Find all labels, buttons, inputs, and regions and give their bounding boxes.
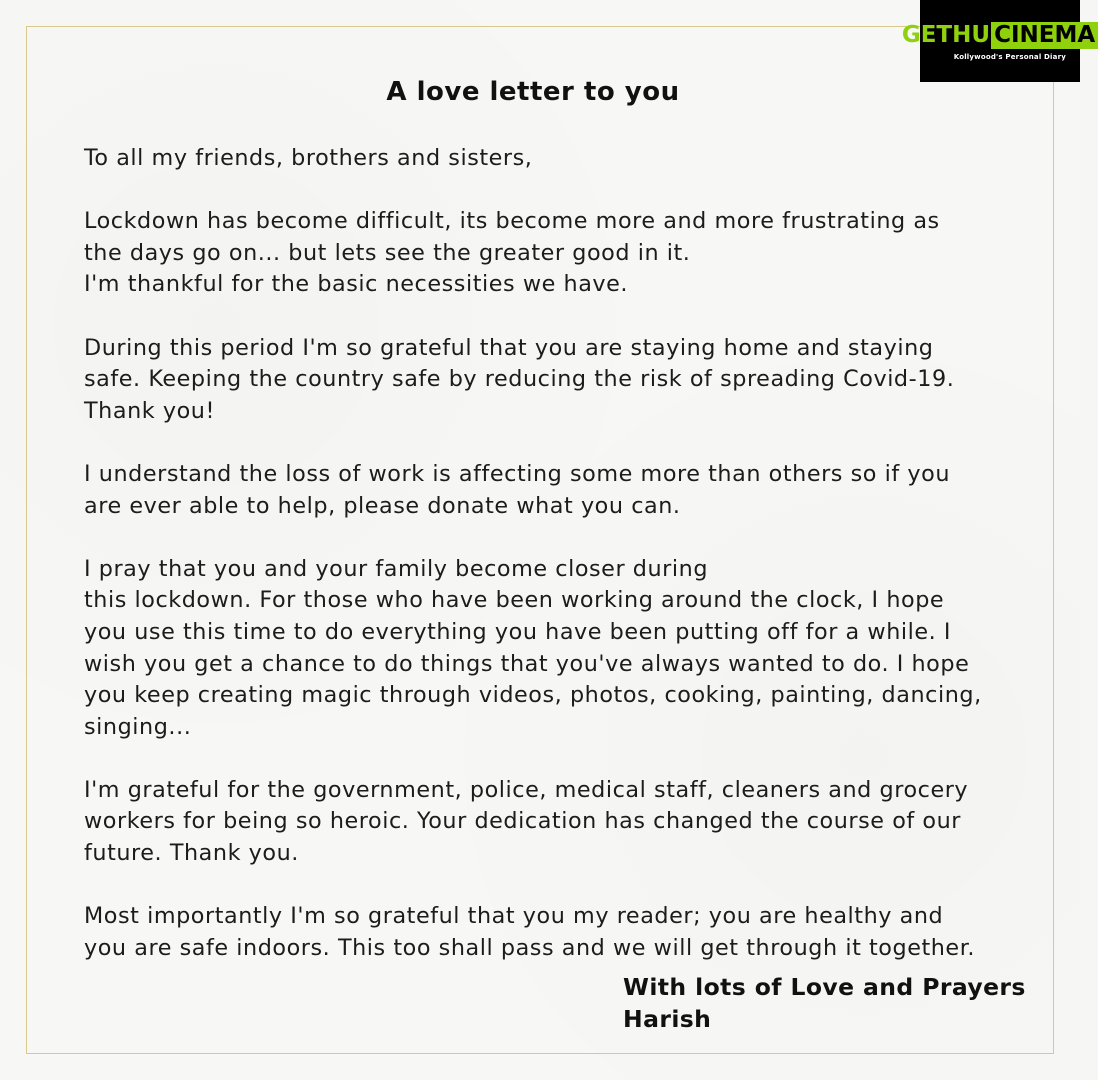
- letter-line: this lockdown. For those who have been working around the clock, I hope: [84, 587, 945, 614]
- letter-title: A love letter to you: [386, 77, 680, 107]
- letter-paragraph: [84, 901, 1054, 964]
- letter-line: you are safe indoors. This too shall pass and we will get through it together.: [84, 934, 976, 961]
- letter-paragraph: [84, 459, 1054, 522]
- letter-line: During this period I'm so grateful that you are staying home and staying: [84, 334, 934, 361]
- letter-line: workers for being so heroic. Your dedication has changed the course of our: [84, 808, 962, 835]
- logo-tagline: Kollywood's Personal Diary: [953, 52, 1066, 61]
- letter-line: I'm grateful for the government, police, medical staff, cleaners and grocery: [84, 776, 969, 803]
- logo-word-gethu: GETHU: [901, 21, 991, 48]
- letter-line: I understand the loss of work is affecting some more than others so if you: [84, 460, 950, 487]
- letter-signoff: [623, 971, 1026, 1035]
- letter-paragraph: [84, 775, 1054, 870]
- gethucinema-logo: [901, 0, 1096, 82]
- letter-line: future. Thank you.: [84, 840, 299, 867]
- letter-line: wish you get a chance to do things that you've always wanted to do. I hope: [84, 650, 970, 677]
- letter-line: you use this time to do everything you have been putting off for a while. I: [84, 618, 952, 645]
- letter-paragraph: [84, 333, 1054, 428]
- letter-line: safe. Keeping the country safe by reducing the risk of spreading Covid-19.: [84, 366, 955, 393]
- letter-line: I pray that you and your family become closer during: [84, 555, 709, 582]
- letter-line: To all my friends, brothers and sisters,: [84, 145, 533, 171]
- letter-line: the days go on... but lets see the greater good in it.: [84, 239, 691, 266]
- letter-line: singing...: [84, 713, 192, 740]
- letter-body: [84, 143, 1054, 964]
- letter-line: Most importantly I'm so grateful that you my reader; you are healthy and: [84, 903, 944, 930]
- letter-paragraph: [84, 554, 1054, 744]
- letter-paragraph: [84, 206, 1054, 301]
- letter-line: Lockdown has become difficult, its become more and more frustrating as: [84, 208, 940, 235]
- signoff-name: Harish: [623, 1005, 712, 1033]
- letter-line: Thank you!: [84, 397, 215, 424]
- letter-line: I'm thankful for the basic necessities we have.: [84, 271, 629, 298]
- letter-line: you keep creating magic through videos, photos, cooking, painting, dancing,: [84, 682, 982, 709]
- letter-paragraph: [84, 143, 1054, 175]
- signoff-closing: With lots of Love and Prayers: [623, 973, 1026, 1001]
- letter-line: are ever able to help, please donate what you can.: [84, 492, 681, 519]
- logo-wordmark: [902, 22, 1098, 49]
- logo-word-cinema: CINEMA: [991, 22, 1098, 49]
